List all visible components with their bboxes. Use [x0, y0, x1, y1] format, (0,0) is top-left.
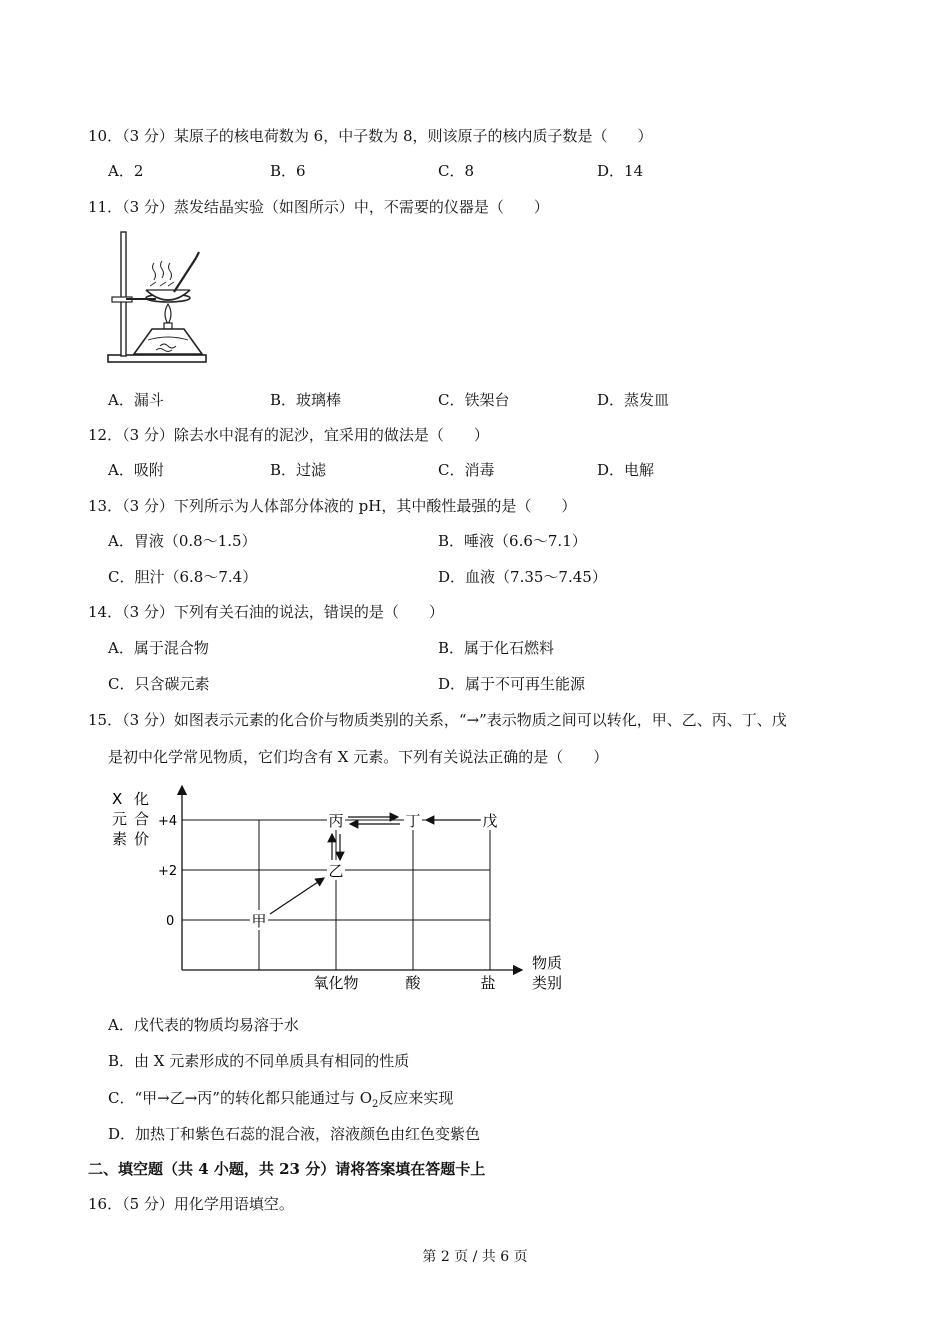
- node-wu: 戊: [482, 812, 498, 830]
- q14-option-d: D．属于不可再生能源: [438, 675, 586, 693]
- question-10-stem: 10．（3 分）某原子的核电荷数为 6，中子数为 8，则该原子的核内质子数是（ ）: [88, 127, 653, 145]
- q12-option-a: A．吸附: [108, 461, 164, 479]
- question-15-stem-line1: 15．（3 分）如图表示元素的化合价与物质类别的关系，“→”表示物质之间可以转化，甲、乙、丙、丁、戊: [88, 711, 787, 729]
- q10-option-a: A．2: [108, 162, 144, 180]
- y-label-hua: 化: [134, 790, 150, 808]
- y-tick-plus4: +4: [158, 814, 178, 829]
- question-11-stem: 11．（3 分）蒸发结晶实验（如图所示）中，不需要的仪器是（ ）: [88, 198, 549, 216]
- q13-option-a: A．胃液（0.8～1.5）: [108, 532, 257, 550]
- node-ding: 丁: [405, 812, 421, 830]
- q13-option-d: D．血液（7.35～7.45）: [438, 568, 607, 586]
- q11-option-b: B．玻璃棒: [270, 391, 342, 409]
- q12-option-b: B．过滤: [270, 461, 327, 479]
- q12-option-c: C．消毒: [438, 461, 495, 479]
- q11-option-d: D．蒸发皿: [597, 391, 670, 409]
- node-yi: 乙: [328, 862, 344, 880]
- q10-option-c: C．8: [438, 162, 475, 180]
- x-tick-salt: 盐: [480, 974, 496, 992]
- x-tick-acid: 酸: [405, 974, 421, 992]
- q15-option-c-post: 反应来实现: [378, 1089, 454, 1107]
- question-12-stem: 12．（3 分）除去水中混有的泥沙，宜采用的做法是（ ）: [88, 426, 489, 444]
- y-label-he: 合: [134, 810, 150, 828]
- q10-option-d: D．14: [597, 162, 644, 180]
- y-tick-zero: 0: [166, 914, 175, 929]
- valence-category-diagram: [100, 780, 580, 998]
- q15-option-a: A．戊代表的物质均易溶于水: [108, 1016, 299, 1034]
- question-13-stem: 13．（3 分）下列所示为人体部分体液的 pH，其中酸性最强的是（ ）: [88, 497, 577, 515]
- q15-option-b: B．由 X 元素形成的不同单质具有相同的性质: [108, 1052, 410, 1070]
- section-2-heading: 二、填空题（共 4 小题，共 23 分）请将答案填在答题卡上: [88, 1160, 486, 1178]
- x-tick-oxide: 氧化物: [313, 974, 359, 992]
- y-tick-plus2: +2: [158, 864, 178, 879]
- page-footer: 第 2 页 / 共 6 页: [422, 1249, 528, 1265]
- q11-option-c: C．铁架台: [438, 391, 510, 409]
- question-14-stem: 14．（3 分）下列有关石油的说法，错误的是（ ）: [88, 603, 444, 621]
- question-16-stem: 16．（5 分）用化学用语填空。: [88, 1195, 294, 1213]
- x-label-leibie: 类别: [532, 974, 563, 992]
- q14-option-a: A．属于混合物: [108, 639, 209, 657]
- q13-option-c: C．胆汁（6.8～7.4）: [108, 568, 258, 586]
- y-label-x: X: [112, 790, 123, 808]
- y-label-jia: 价: [134, 830, 150, 848]
- q13-option-b: B．唾液（6.6～7.1）: [438, 532, 587, 550]
- y-label-su: 素: [112, 830, 128, 848]
- y-label-yuan: 元: [112, 810, 128, 828]
- q15-option-c-sub: 2: [372, 1099, 379, 1110]
- q10-option-b: B．6: [270, 162, 306, 180]
- node-jia: 甲: [251, 912, 267, 930]
- arrow-jia-to-yi: [270, 878, 324, 914]
- question-15-stem-line2: 是初中化学常见物质，它们均含有 X 元素。下列有关说法正确的是（ ）: [108, 748, 609, 766]
- node-bing: 丙: [328, 812, 344, 830]
- q15-option-d: D．加热丁和紫色石蕊的混合液，溶液颜色由红色变紫色: [108, 1125, 481, 1143]
- x-label-wuzhi: 物质: [532, 954, 563, 972]
- evaporation-apparatus-figure: [104, 228, 210, 368]
- q15-option-c-pre: C．“甲→乙→丙”的转化都只能通过与 O: [108, 1089, 373, 1107]
- q14-option-c: C．只含碳元素: [108, 675, 210, 693]
- q15-option-c: [108, 1088, 453, 1115]
- q12-option-d: D．电解: [597, 461, 655, 479]
- q11-option-a: A．漏斗: [108, 391, 164, 409]
- q14-option-b: B．属于化石燃料: [438, 639, 555, 657]
